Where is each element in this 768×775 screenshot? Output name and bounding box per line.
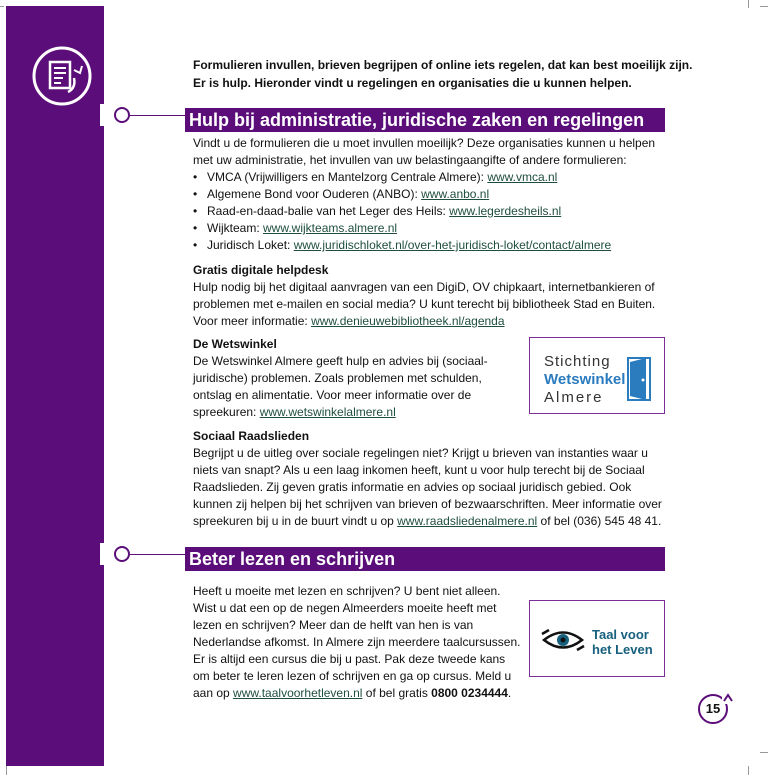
list-item [193, 203, 663, 220]
crop-mark [748, 766, 749, 775]
org-link[interactable]: www.wijkteams.almere.nl [263, 221, 398, 235]
logo-line: het Leven [592, 642, 653, 657]
crop-mark [760, 752, 768, 753]
org-link[interactable]: www.anbo.nl [421, 187, 490, 201]
org-name: Wijkteam: [207, 221, 264, 235]
wetswinkel-link[interactable]: www.wetswinkelalmere.nl [259, 405, 396, 419]
crop-mark [6, 766, 7, 775]
refresh-arrow-icon [722, 693, 734, 703]
helpdesk-heading: Gratis digitale helpdesk [193, 263, 329, 277]
helpdesk-link[interactable]: www.denieuwebibliotheek.nl/agenda [311, 314, 505, 328]
lezen-block [193, 583, 525, 702]
org-name: Juridisch Loket: [207, 238, 294, 252]
section-admin-body [193, 135, 663, 254]
section-title-lezen-schrijven: Beter lezen en schrijven [185, 547, 665, 571]
helpdesk-body: Hulp nodig bij het digitaal aanvragen van een DigiD, OV chipkaart, internetbankieren of problemen met e-mailen en social media? U kunt terecht bij bibliotheek Stad en Buiten. Voor meer informatie: [193, 280, 656, 328]
wetswinkel-body: De Wetswinkel Almere geeft hulp en advies bij (sociaal-juridische) problemen. Zoals problemen met schulden, ontslag en alimentatie. Voor meer informatie over de spreekuren: [193, 354, 488, 419]
org-name: Raad-en-daad-balie van het Leger des Heils: [207, 204, 450, 218]
raadslieden-text [193, 445, 665, 530]
org-link[interactable]: www.vmca.nl [487, 170, 558, 184]
logo-line: Almere [544, 389, 604, 406]
org-link[interactable]: www.legerdesheils.nl [449, 204, 562, 218]
open-door-icon [626, 356, 654, 402]
crop-mark [748, 0, 749, 8]
sidebar-stripe [6, 6, 104, 766]
list-item [193, 220, 663, 237]
helpdesk-text [193, 279, 663, 330]
raadslieden-link[interactable]: www.raadsliedenalmere.nl [397, 514, 538, 528]
list-item [193, 237, 663, 254]
list-item [193, 169, 663, 186]
section-ring-icon [114, 107, 130, 123]
section-ring-icon [114, 546, 130, 562]
section-admin-lead: Vindt u de formulieren die u moet invullen moeilijk? Deze organisaties kunnen u helpen met uw administratie, het invullen van uw belastingaangifte of andere formulieren: [193, 136, 656, 167]
taalvoorhetleven-link[interactable]: www.taalvoorhetleven.nl [233, 686, 363, 700]
crop-mark [760, 6, 768, 7]
list-item [193, 186, 663, 203]
wetswinkel-text [193, 353, 519, 421]
sidebar-notch [100, 104, 106, 126]
lezen-phone: 0800 0234444 [431, 686, 508, 700]
org-name: VMCA (Vrijwilligers en Mantelzorg Centrale Almere): [207, 170, 488, 184]
raadslieden-phone: of bel (036) 545 48 41. [537, 514, 662, 528]
eye-hands-icon [540, 625, 586, 655]
wetswinkel-heading: De Wetswinkel [193, 337, 277, 351]
raadslieden-block [193, 428, 665, 530]
raadslieden-heading: Sociaal Raadslieden [193, 429, 310, 443]
org-link[interactable]: www.juridischloket.nl/over-het-juridisch-loket/contact/almere [293, 238, 612, 252]
page-number: 15 [698, 694, 728, 724]
org-name: Algemene Bond voor Ouderen (ANBO): [207, 187, 422, 201]
section-connector [122, 554, 186, 555]
section-connector [122, 115, 186, 116]
taal-voor-het-leven-logo [529, 600, 665, 677]
logo-line: Stichting [544, 353, 611, 370]
logo-line: Wetswinkel [544, 371, 626, 388]
logo-line: Taal voor [592, 627, 649, 642]
wetswinkel-block [193, 336, 519, 421]
raadslieden-body: Begrijpt u de uitleg over sociale regelingen niet? Krijgt u brieven van instanties waar u niets van snapt? Als u een laag inkomen heeft, kunt u voor hulp terecht bij de Sociaal Raadslieden. Zij geven gratis informatie en advies op sociaal juridisch gebied. Ook kunnen zij helpen bij het schrijven van brieven of bezwaarschriften. Meer informatie over spreekuren bij u in de buurt vindt u op [193, 446, 662, 528]
section-title-administratie: Hulp bij administratie, juridische zaken en regelingen [185, 108, 665, 132]
document-refresh-icon [30, 44, 94, 108]
lezen-end: . [507, 686, 512, 700]
sidebar-notch [100, 543, 106, 565]
lezen-body: Heeft u moeite met lezen en schrijven? U bent niet alleen. Wist u dat een op de negen Almeerders moeite heeft met lezen en schrijven? Meer dan de helft van hen is van Nederlandse afkomst. In Almere zijn meerdere taalcursussen. Er is altijd een cursus die bij u past. Pak deze tweede kans om beter te leren lezen of schrijven en ga op cursus. Meld u aan op [193, 584, 521, 700]
intro-text: Formulieren invullen, brieven begrijpen of online iets regelen, dat kan best moeilijk zijn. Er is hulp. Hieronder vindt u regelingen en organisaties die u kunnen helpen. [193, 58, 693, 90]
crop-mark [0, 6, 4, 7]
org-list [193, 169, 663, 254]
lezen-text [193, 583, 525, 702]
wetswinkel-logo [529, 337, 665, 414]
helpdesk-block [193, 262, 663, 330]
lezen-mid: of bel gratis [362, 686, 432, 700]
